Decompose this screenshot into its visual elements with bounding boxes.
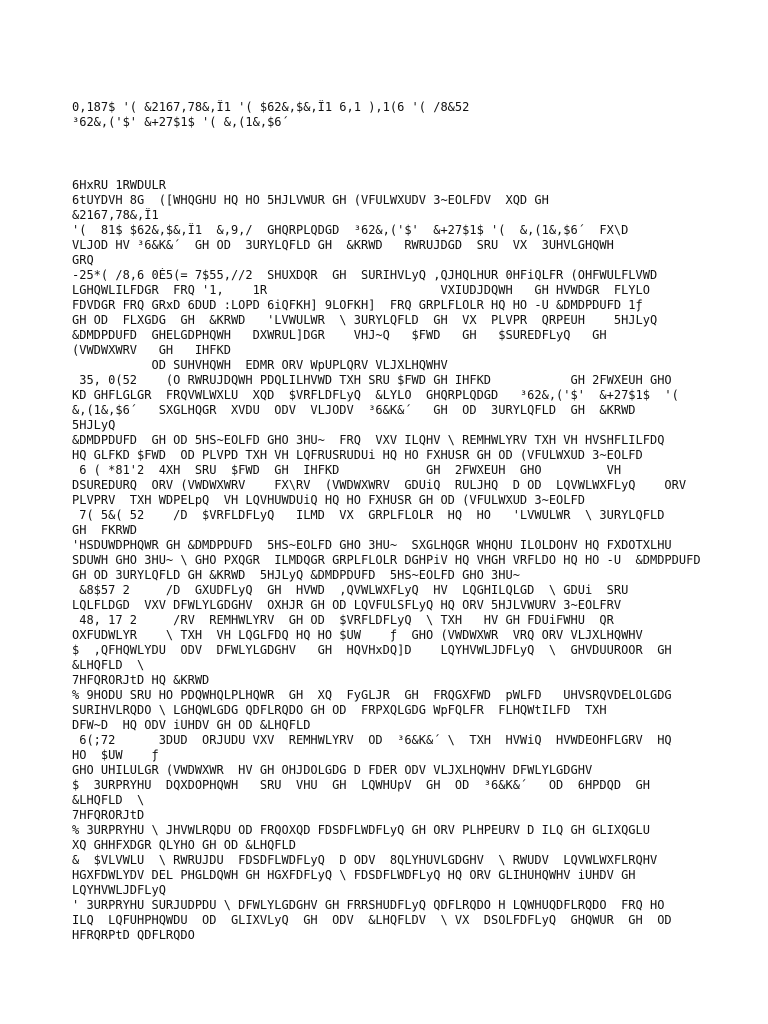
document-body xyxy=(72,178,702,943)
body-line: PLVPRV TXH WDPELpQ VH LQVHUWDUiQ HQ HO FXHUSR GH OD (VFULWXUD 3~EOLFD xyxy=(72,493,585,507)
body-line: VLJOD HV ³6&K&´ GH OD 3URYLQFLD GH &KRWD RWRUJDGD SRU VX 3UHVLGHQWH xyxy=(72,238,614,252)
body-line: 7( 5&( 52 /D $VRFLDFLyQ ILMD VX GRPLFLOLR HQ HO 'LVWULWR \ 3URYLQFLD xyxy=(72,508,665,522)
body-line: DFW~D HQ ODV iUHDV GH OD &LHQFLD xyxy=(72,718,311,732)
body-line: % 9HODU SRU HO PDQWHQLPLHQWR GH XQ FyGLJR GH FRQGXFWD pWLFD UHVSRQVDELOLGDG xyxy=(72,688,672,702)
document-heading xyxy=(72,100,702,130)
body-line: ILQ LQFUHPHQWDU OD GLIXVLyQ GH ODV &LHQFLDV \ VX DSOLFDFLyQ GHQWUR GH OD xyxy=(72,913,672,927)
body-line: (VWDWXWRV GH IHFKD xyxy=(72,343,231,357)
heading-line: 0,187$ '( &2167,78&,Ï1 '( $62&,$&,Ï1 6,1 ),1(6 '( /8&52 xyxy=(72,100,470,114)
body-line: &DMDPDUFD GHELGDPHQWH DXWRUL]DGR VHJ~Q $FWD GH $SUREDFLyQ GH xyxy=(72,328,607,342)
body-line: GRQ xyxy=(72,253,94,267)
body-line: &LHQFLD \ xyxy=(72,658,145,672)
body-line: 6 ( *81'2 4XH SRU $FWD GH IHFKD GH 2FWXEUH GHO VH xyxy=(72,463,622,477)
body-line: KD GHFLGLGR FRQVWLWXLU XQD $VRFLDFLyQ &LYLO GHQRPLQDGD ³62&,('$' &+27$1$ '( xyxy=(72,388,679,402)
body-line: &8$57 2 /D GXUDFLyQ GH HVWD ,QVWLWXFLyQ HV LQGHILQLGD \ GDUi SRU xyxy=(72,583,629,597)
body-line: GH OD 3URYLQFLD GH &KRWD 5HJLyQ &DMDPDUFD 5HS~EOLFD GHO 3HU~ xyxy=(72,568,520,582)
body-line: FDVDGR FRQ GRxD 6DUD :LOPD 6iQFKH] 9LOFKH] FRQ GRPLFLOLR HQ HO -U &DMDPDUFD 1ƒ xyxy=(72,298,643,312)
heading-line: ³62&,('$' &+27$1$ '( &,(1&,$6´ xyxy=(72,115,289,129)
body-line: &DMDPDUFD GH OD 5HS~EOLFD GHO 3HU~ FRQ VXV ILQHV \ REMHWLYRV TXH VH HVSHFLILFDQ xyxy=(72,433,665,447)
body-line: 7HFQRORJtD HQ &KRWD xyxy=(72,673,210,687)
body-line: $ ,QFHQWLYDU ODV DFWLYLGDGHV GH HQVHxDQ]D LQYHVWLJDFLyQ \ GHVDUUROOR GH xyxy=(72,643,672,657)
body-line: &,(1&,$6´ SXGLHQGR XVDU ODV VLJODV ³6&K&´ GH OD 3URYLQFLD GH &KRWD xyxy=(72,403,636,417)
body-line: 35, 0(52 (O RWRUJDQWH PDQLILHVWD TXH SRU $FWD GH IHFKD GH 2FWXEUH GHO xyxy=(72,373,672,387)
body-line: 6HxRU 1RWDULR xyxy=(72,178,166,192)
body-line: XQ GHHFXDGR QLYHO GH OD &LHQFLD xyxy=(72,838,296,852)
body-line: 6(;72 3DUD ORJUDU VXV REMHWLYRV OD ³6&K&´ \ TXH HVWiQ HVWDEOHFLGRV HQ xyxy=(72,733,672,747)
body-line: 'HSDUWDPHQWR GH &DMDPDUFD 5HS~EOLFD GHO 3HU~ SXGLHQGR WHQHU ILOLDOHV HQ FXDOTXLHU xyxy=(72,538,672,552)
body-line: OXFUDWLYR \ TXH VH LQGLFDQ HQ HO $UW ƒ GHO (VWDWXWR VRQ ORV VLJXLHQWHV xyxy=(72,628,643,642)
body-line: % 3URPRYHU \ JHVWLRQDU OD FRQOXQD FDSDFLWDFLyQ GH ORV PLHPEURV D ILQ GH GLIXQGLU xyxy=(72,823,650,837)
body-line: OD SUHVHQWH EDMR ORV WpUPLQRV VLJXLHQWHV xyxy=(72,358,448,372)
body-line: &2167,78&,Ï1 xyxy=(72,208,159,222)
body-line: & $VLVWLU \ RWRUJDU FDSDFLWDFLyQ D ODV 8QLYHUVLGDGHV \ RWUDV LQVWLWXFLRQHV xyxy=(72,853,658,867)
body-line: 6tUYDVH 8G ([WHQGHU HQ HO 5HJLVWUR GH (VFULWXUDV 3~EOLFDV XQD GH xyxy=(72,193,549,207)
document-page xyxy=(72,100,702,943)
body-line: LQLFLDGD VXV DFWLYLGDGHV OXHJR GH OD LQVFULSFLyQ HQ ORV 5HJLVWURV 3~EOLFRV xyxy=(72,598,622,612)
body-line: HQ GLFKD $FWD OD PLVPD TXH VH LQFRUSRUDUi HQ HO FXHUSR GH OD (VFULWXUD 3~EOLFD xyxy=(72,448,643,462)
body-line: LQYHVWLJDFLyQ xyxy=(72,883,166,897)
body-line: DSUREDURQ ORV (VWDWXWRV FX\RV (VWDWXWRV GDUiQ RULJHQ D OD LQVWLWXFLyQ ORV xyxy=(72,478,687,492)
body-line: 5HJLyQ xyxy=(72,418,116,432)
body-line: SDUWH GHO 3HU~ \ GHO PXQGR ILMDQGR GRPLFLOLR DGHPiV HQ VHGH VRFLDO HQ HO -U &DMDPDUFD xyxy=(72,553,701,567)
body-line: HGXFDWLYDV DEL PHGLDQWH GH HGXFDFLyQ \ FDSDFLWDFLyQ HQ ORV GLIHUHQWHV iUHDV GH xyxy=(72,868,636,882)
body-line: LGHQWLILFDGR FRQ '1, 1R VXIUDJDQWH GH HVWDGR FLYLO xyxy=(72,283,650,297)
body-line: GH FKRWD xyxy=(72,523,138,537)
body-line: -25*( /8,6 0È5(= 7$55,//2 SHUXDQR GH SURIHVLyQ ,QJHQLHUR 0HFiQLFR (OHFWULFLVWD xyxy=(72,268,658,282)
body-line: ' 3URPRYHU SURJUDPDU \ DFWLYLGDGHV GH FRRSHUDFLyQ QDFLRQDO H LQWHUQDFLRQDO FRQ HO xyxy=(72,898,665,912)
body-line: HO $UW ƒ xyxy=(72,748,159,762)
body-line: '( 81$ $62&,$&,Ï1 &,9,/ GHQRPLQDGD ³62&,('$' &+27$1$ '( &,(1&,$6´ FX\D xyxy=(72,223,629,237)
body-line: 7HFQRORJtD xyxy=(72,808,145,822)
body-line: $ 3URPRYHU DQXDOPHQWH SRU VHU GH LQWHUpV GH OD ³6&K&´ OD 6HPDQD GH xyxy=(72,778,650,792)
body-line: SURIHVLRQDO \ LGHQWLGDG QDFLRQDO GH OD FRPXQLGDG WpFQLFR FLHQWtILFD TXH xyxy=(72,703,607,717)
body-line: 48, 17 2 /RV REMHWLYRV GH OD $VRFLDFLyQ \ TXH HV GH FDUiFWHU QR xyxy=(72,613,614,627)
body-line: HFRQRPtD QDFLRQDO xyxy=(72,928,195,942)
body-line: GH OD FLXGDG GH &KRWD 'LVWULWR \ 3URYLQFLD GH VX PLVPR QRPEUH 5HJLyQ xyxy=(72,313,658,327)
body-line: &LHQFLD \ xyxy=(72,793,145,807)
body-line: GHO UHILULGR (VWDWXWR HV GH OHJDOLGDG D FDER ODV VLJXLHQWHV DFWLYLGDGHV xyxy=(72,763,593,777)
